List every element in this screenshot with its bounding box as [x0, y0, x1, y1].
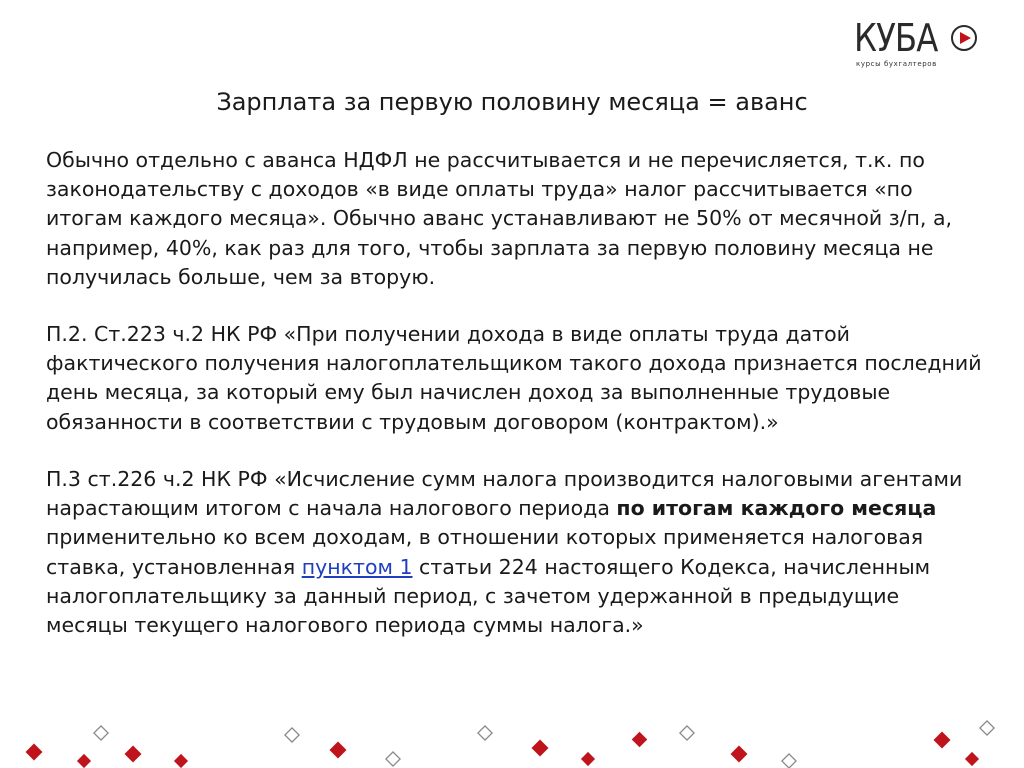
article-226-text-end: статьи 224 настоящего Кодекса, начисленным налогоплательщику за данный период, с зачетом удержанной в предыдущие месяцы текущего налогового периода суммы налога.»	[46, 554, 931, 638]
outline-diamond-icon	[680, 726, 694, 740]
red-diamond-icon	[934, 732, 951, 749]
red-diamond-icon	[532, 740, 549, 757]
red-diamond-icon	[125, 746, 142, 763]
play-icon	[950, 24, 978, 52]
decorative-diamond-border	[0, 700, 1024, 768]
outline-diamond-icon	[386, 752, 400, 766]
outline-diamond-icon	[980, 721, 994, 735]
logo-wordmark: КУБА	[854, 16, 938, 60]
red-diamond-icon	[174, 754, 188, 768]
outline-diamond-icon	[782, 754, 796, 768]
logo-subtitle: курсы бухгалтеров	[856, 60, 937, 68]
outline-diamond-icon	[94, 726, 108, 740]
red-diamond-icon	[632, 732, 648, 748]
paragraph-article-223: П.2. Ст.223 ч.2 НК РФ «При получении дохода в виде оплаты труда датой фактического получения налогоплательщиком такого дохода признается последний день месяца, за который ему был начислен доход за выполненные трудовые обязанности в соответствии с трудовым договором (контрактом).»	[46, 322, 982, 434]
article-226-text-middle: применительно ко всем доходам, в отношении которых применяется налоговая ставка, установленная	[46, 525, 924, 579]
paragraph-advance-ndfl: Обычно отдельно с аванса НДФЛ не рассчитывается и не перечисляется, т.к. по законодательству с доходов «в виде оплаты труда» налог рассчитывается «по итогам каждого месяца». Обычно аванс устанавливают не 50% от месячной з/п, а, например, 40%, как раз для того, чтобы зарплата за первую половину месяца не получилась больше, чем за вторую.	[46, 148, 953, 289]
red-diamond-icon	[581, 752, 595, 766]
article-226-bold-phrase: по итогам каждого месяца	[616, 496, 937, 521]
kuba-logo	[850, 16, 990, 76]
red-diamond-icon	[965, 752, 979, 766]
clause-1-link[interactable]: пунктом 1	[301, 554, 413, 579]
paragraph-article-226	[46, 465, 986, 640]
red-diamond-icon	[77, 754, 91, 768]
red-diamond-icon	[330, 742, 347, 759]
red-diamond-icon	[731, 746, 748, 763]
slide-title: Зарплата за первую половину месяца = аванс	[216, 88, 808, 116]
outline-diamond-icon	[285, 728, 299, 742]
red-diamond-icon	[26, 744, 43, 761]
outline-diamond-icon	[478, 726, 492, 740]
article-226-text-start: П.3 ст.226 ч.2 НК РФ «Исчисление сумм налога производится налоговыми агентами нарастающим итогом с начала налогового периода	[46, 467, 963, 521]
